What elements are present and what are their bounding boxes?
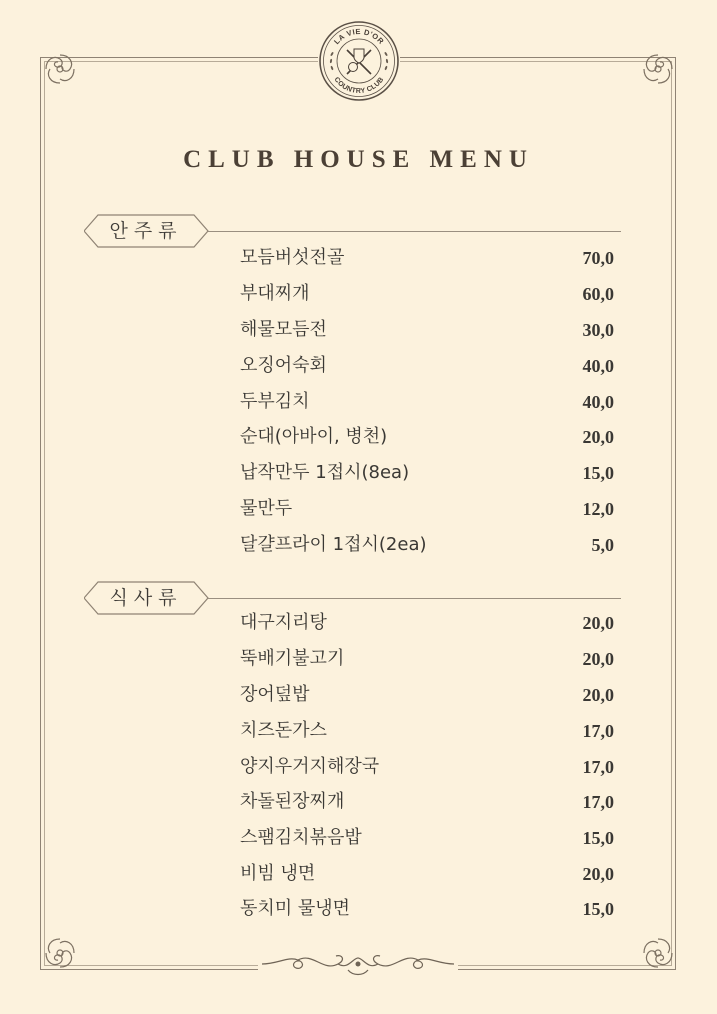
menu-item (240, 752, 614, 782)
item-price: 5,0 (591, 535, 614, 555)
section-label: 식사류 (109, 587, 183, 609)
item-name: 부대찌개 (240, 283, 310, 304)
item-name: 달걀프라이 1접시(2ea) (240, 534, 427, 555)
logo-bottom-text: COUNTRY CLUB (332, 76, 386, 96)
item-price: 20,0 (582, 685, 614, 705)
item-price: 40,0 (582, 392, 614, 412)
menu-item (240, 644, 614, 674)
menu-item (240, 494, 614, 524)
item-price: 30,0 (582, 320, 614, 340)
item-price: 12,0 (582, 499, 614, 519)
menu-item (240, 716, 614, 746)
item-name: 뚝배기불고기 (240, 648, 345, 669)
menu-item (240, 859, 614, 889)
item-price: 60,0 (582, 284, 614, 304)
section-divider (208, 598, 621, 599)
club-logo-emblem (318, 20, 400, 102)
menu-item (240, 608, 614, 638)
menu-title: CLUB HOUSE MENU (183, 146, 534, 173)
item-price: 20,0 (582, 864, 614, 884)
item-price: 15,0 (582, 463, 614, 483)
corner-flourish-bottom-right (638, 933, 678, 973)
item-name: 치즈돈가스 (240, 720, 327, 741)
item-name: 비빔 냉면 (240, 863, 316, 884)
menu-item (240, 680, 614, 710)
item-price: 17,0 (582, 757, 614, 777)
menu-item (240, 787, 614, 817)
corner-flourish-top-right (638, 49, 678, 89)
item-price: 15,0 (582, 899, 614, 919)
item-price: 17,0 (582, 721, 614, 741)
menu-item (240, 458, 614, 488)
item-name: 동치미 물냉면 (240, 898, 351, 919)
menu-item (240, 823, 614, 853)
item-price: 40,0 (582, 356, 614, 376)
logo-top-text: LA VIE D'OR (332, 26, 386, 47)
section-label: 안주류 (109, 220, 183, 242)
item-name: 물만두 (240, 498, 293, 519)
menu-item (240, 387, 614, 417)
corner-flourish-bottom-left (40, 933, 80, 973)
item-name: 오징어숙회 (240, 355, 327, 376)
menu-item (240, 530, 614, 560)
item-name: 대구지리탕 (240, 612, 327, 633)
menu-item (240, 351, 614, 381)
menu-item (240, 243, 614, 273)
item-name: 해물모듬전 (240, 319, 327, 340)
item-name: 스팸김치볶음밥 (240, 827, 362, 848)
item-price: 20,0 (582, 427, 614, 447)
item-name: 모듬버섯전골 (240, 247, 345, 268)
item-price: 70,0 (582, 248, 614, 268)
item-name: 차돌된장찌개 (240, 791, 345, 812)
menu-item (240, 279, 614, 309)
item-price: 20,0 (582, 613, 614, 633)
bottom-ornament (258, 946, 458, 982)
item-name: 순대(아바이, 병천) (240, 426, 388, 447)
item-name: 납작만두 1접시(8ea) (240, 462, 410, 483)
menu-item (240, 894, 614, 924)
item-price: 17,0 (582, 792, 614, 812)
corner-flourish-top-left (40, 49, 80, 89)
item-name: 장어덮밥 (240, 684, 310, 705)
menu-item (240, 315, 614, 345)
section-divider (208, 231, 621, 232)
menu-item (240, 422, 614, 452)
item-name: 두부김치 (240, 391, 310, 412)
item-price: 15,0 (582, 828, 614, 848)
item-name: 양지우거지해장국 (240, 756, 380, 777)
item-price: 20,0 (582, 649, 614, 669)
